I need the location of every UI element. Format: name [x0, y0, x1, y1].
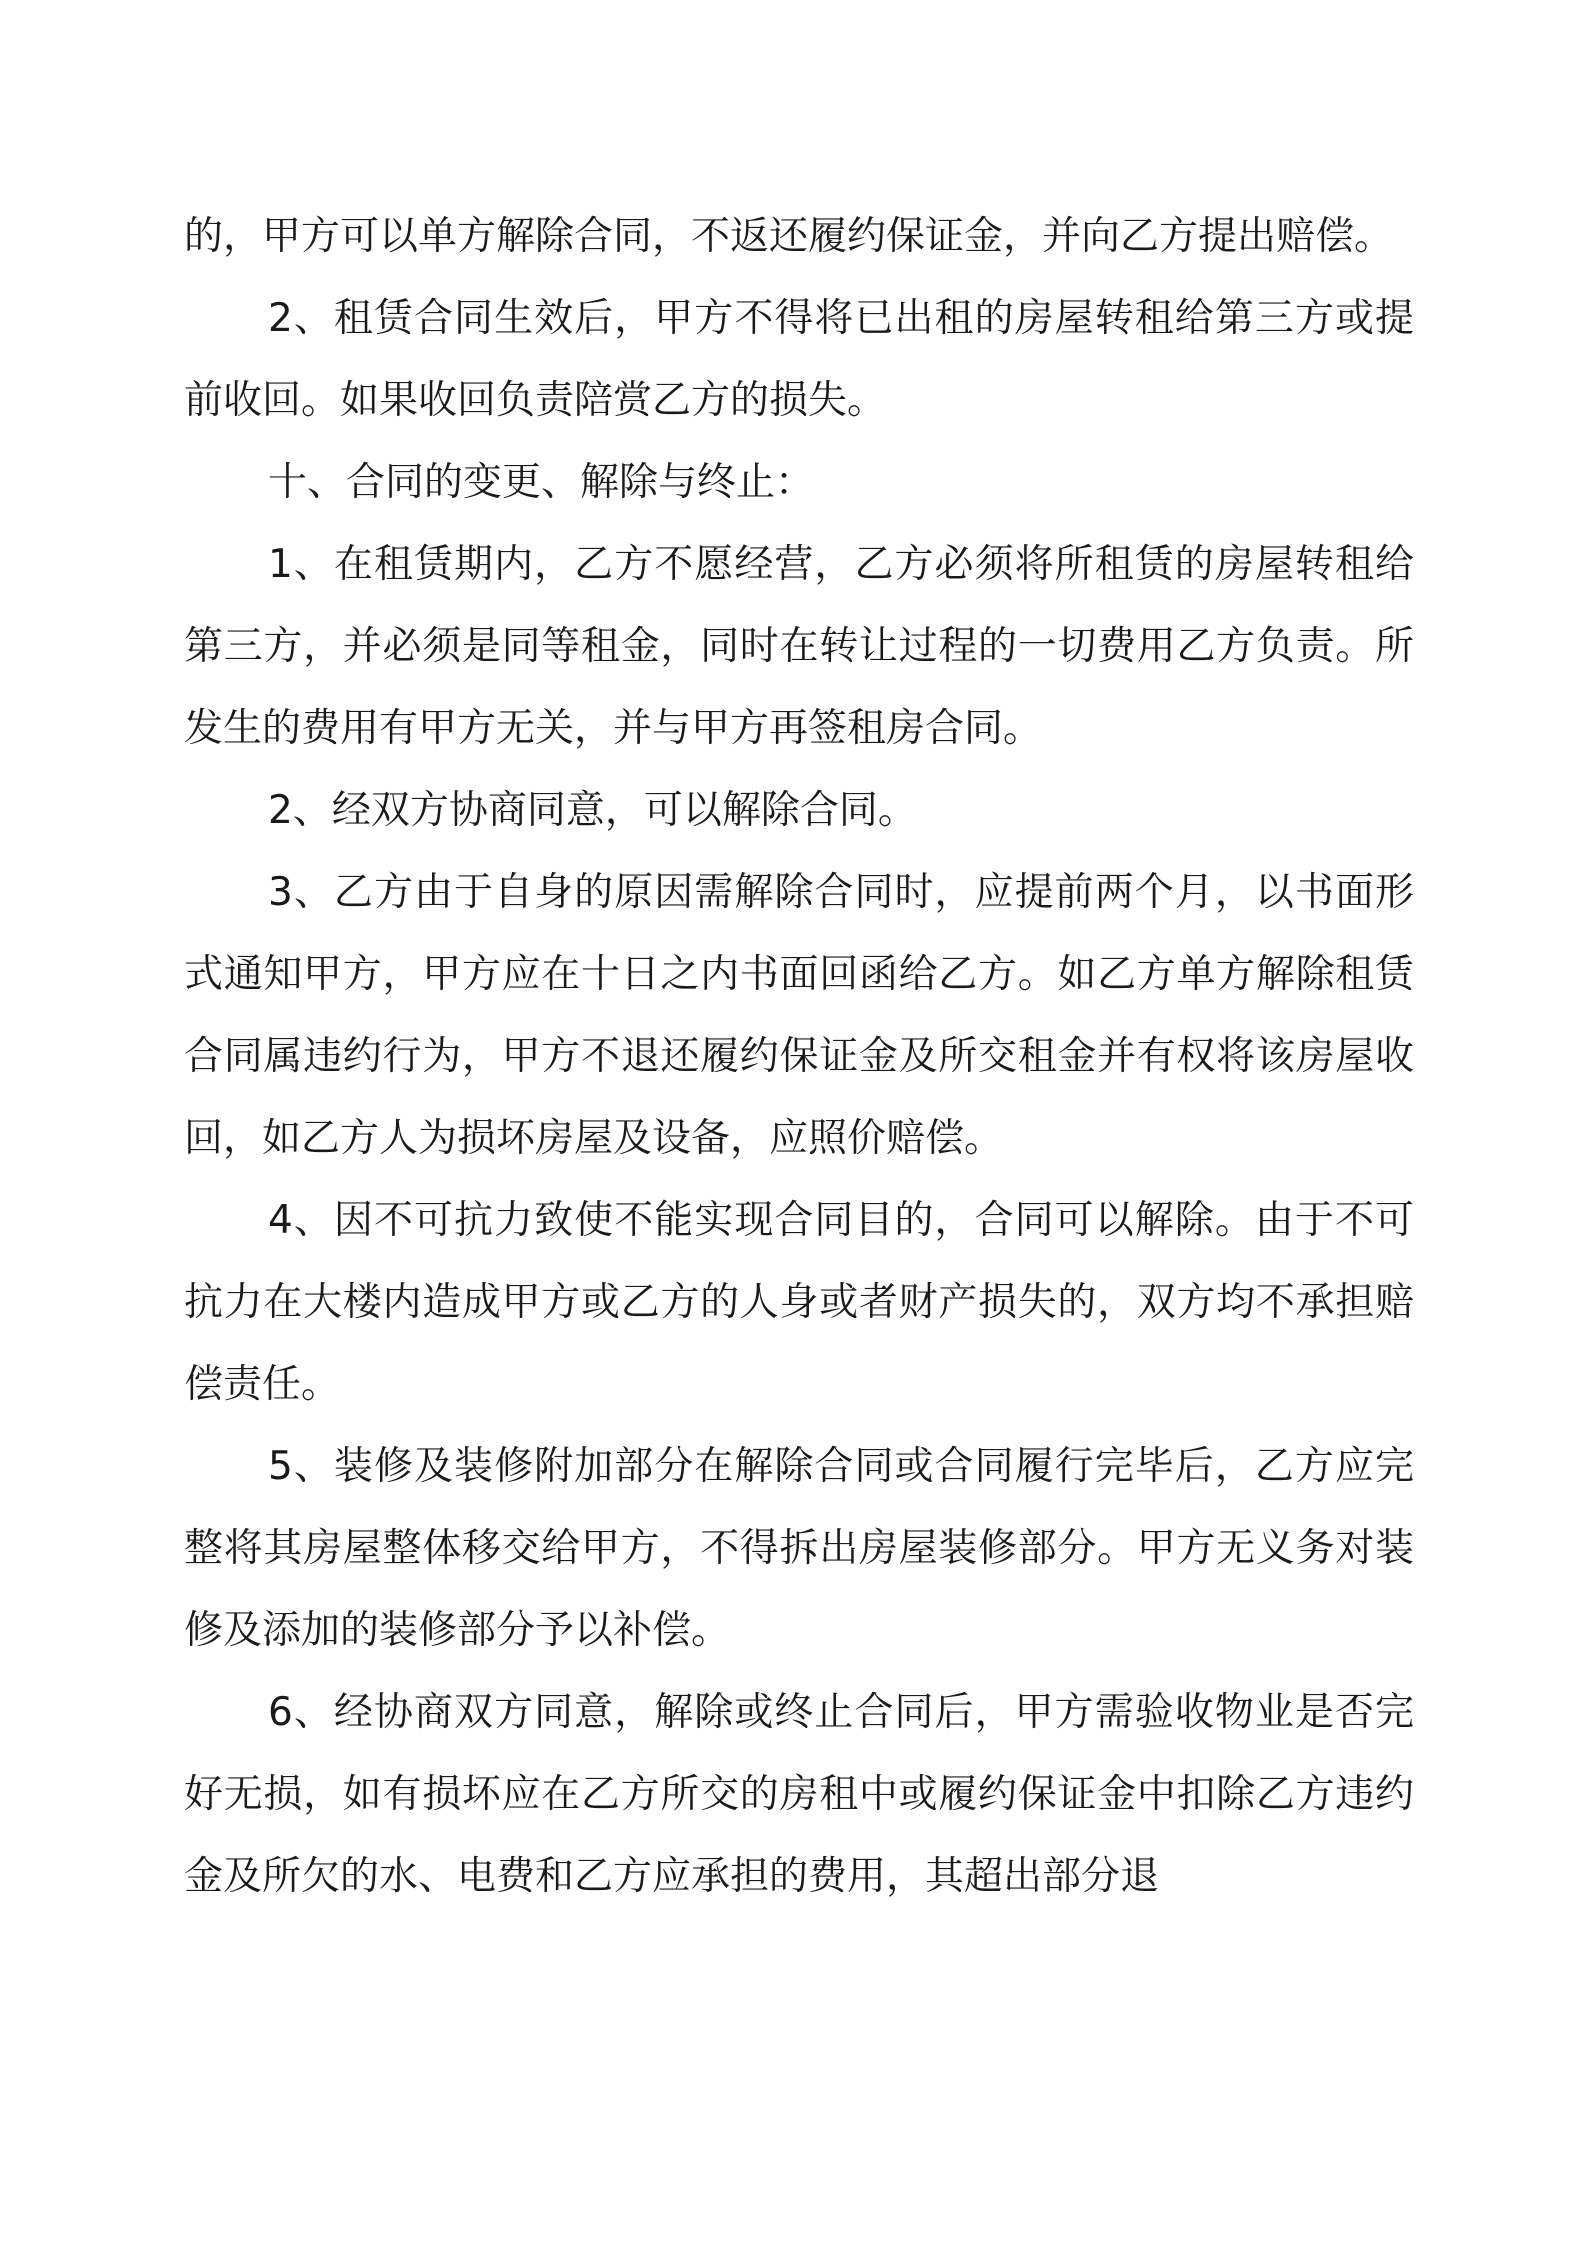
paragraph-clause-4-force-majeure: 4、因不可抗力致使不能实现合同目的，合同可以解除。由于不可抗力在大楼内造成甲方或乙方的人身或者财产损失的，双方均不承担赔偿责任。: [184, 1198, 1414, 1407]
paragraph-clause-6-inspection: 6、经协商双方同意，解除或终止合同后，甲方需验收物业是否完好无损，如有损坏应在乙方所交的房租中或履约保证金中扣除乙方违约金及所欠的水、电费和乙方应承担的费用，其超出部分退: [184, 1690, 1414, 1899]
paragraph-clause-3-termination: 3、乙方由于自身的原因需解除合同时，应提前两个月，以书面形式通知甲方，甲方应在十日之内书面回函给乙方。如乙方单方解除租赁合同属违约行为，甲方不退还履约保证金及所交租金并有权将该房屋收回，如乙方人为损坏房屋及设备，应照价赔偿。: [184, 870, 1414, 1161]
paragraph-clause-2-no-sublease: 2、租赁合同生效后，甲方不得将已出租的房屋转租给第三方或提前收回。如果收回负责陪赏乙方的损失。: [184, 296, 1414, 423]
document-body: [184, 196, 1414, 1918]
paragraph-continuation: 的，甲方可以单方解除合同，不返还履约保证金，并向乙方提出赔偿。: [184, 214, 1394, 259]
paragraph-clause-2-mutual: 2、经双方协商同意，可以解除合同。: [268, 788, 917, 833]
paragraph-clause-1-sublease: 1、在租赁期内，乙方不愿经营，乙方必须将所租赁的房屋转租给第三方，并必须是同等租金，同时在转让过程的一切费用乙方负责。所发生的费用有甲方无关，并与甲方再签租房合同。: [184, 542, 1414, 751]
section-heading-10: 十、合同的变更、解除与终止：: [268, 460, 815, 505]
paragraph-clause-5-renovation: 5、装修及装修附加部分在解除合同或合同履行完毕后，乙方应完整将其房屋整体移交给甲方，不得拆出房屋装修部分。甲方无义务对装修及添加的装修部分予以补偿。: [184, 1444, 1414, 1653]
